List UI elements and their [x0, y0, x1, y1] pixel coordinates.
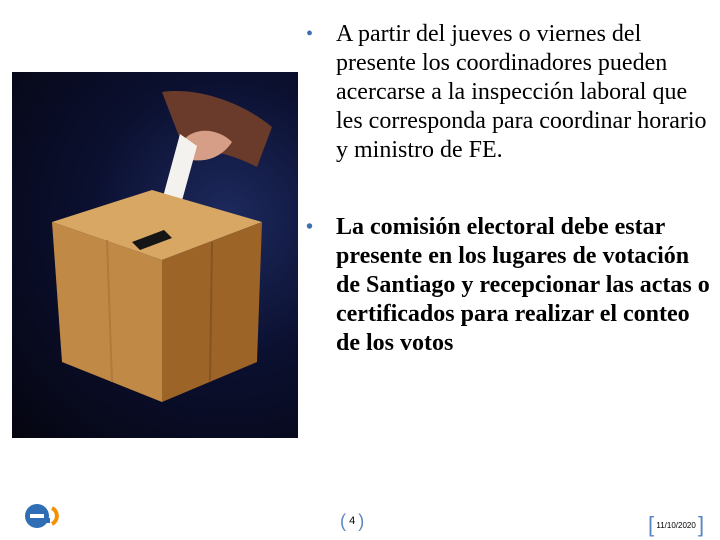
page-number: ( 4 )	[340, 511, 365, 531]
bullet-dot: •	[306, 23, 314, 45]
slide-footer	[0, 490, 720, 540]
bullet-text: A partir del jueves o viernes del presente los coordinadores pueden acercarse a la inspección laboral que les corresponda para coordinar horario y ministro de FE.	[336, 21, 707, 163]
bullet-text: La comisión electoral debe estar presente en los lugares de votación de Santiago y recepcionar las actas o certificados para realizar el conteo de los votos	[336, 214, 710, 356]
bullet-list	[306, 20, 711, 358]
bullet-dot: •	[306, 216, 314, 238]
ballot-box-photo	[12, 72, 298, 438]
date-value: 11/10/2020	[656, 521, 696, 530]
bullet-item	[306, 20, 711, 165]
bullet-item	[306, 213, 711, 358]
brand-logo	[22, 498, 62, 534]
ballot-box-illustration	[12, 72, 298, 438]
slide-date: [ 11/10/2020 ]	[648, 512, 705, 537]
page-number-value: 4	[349, 515, 356, 527]
